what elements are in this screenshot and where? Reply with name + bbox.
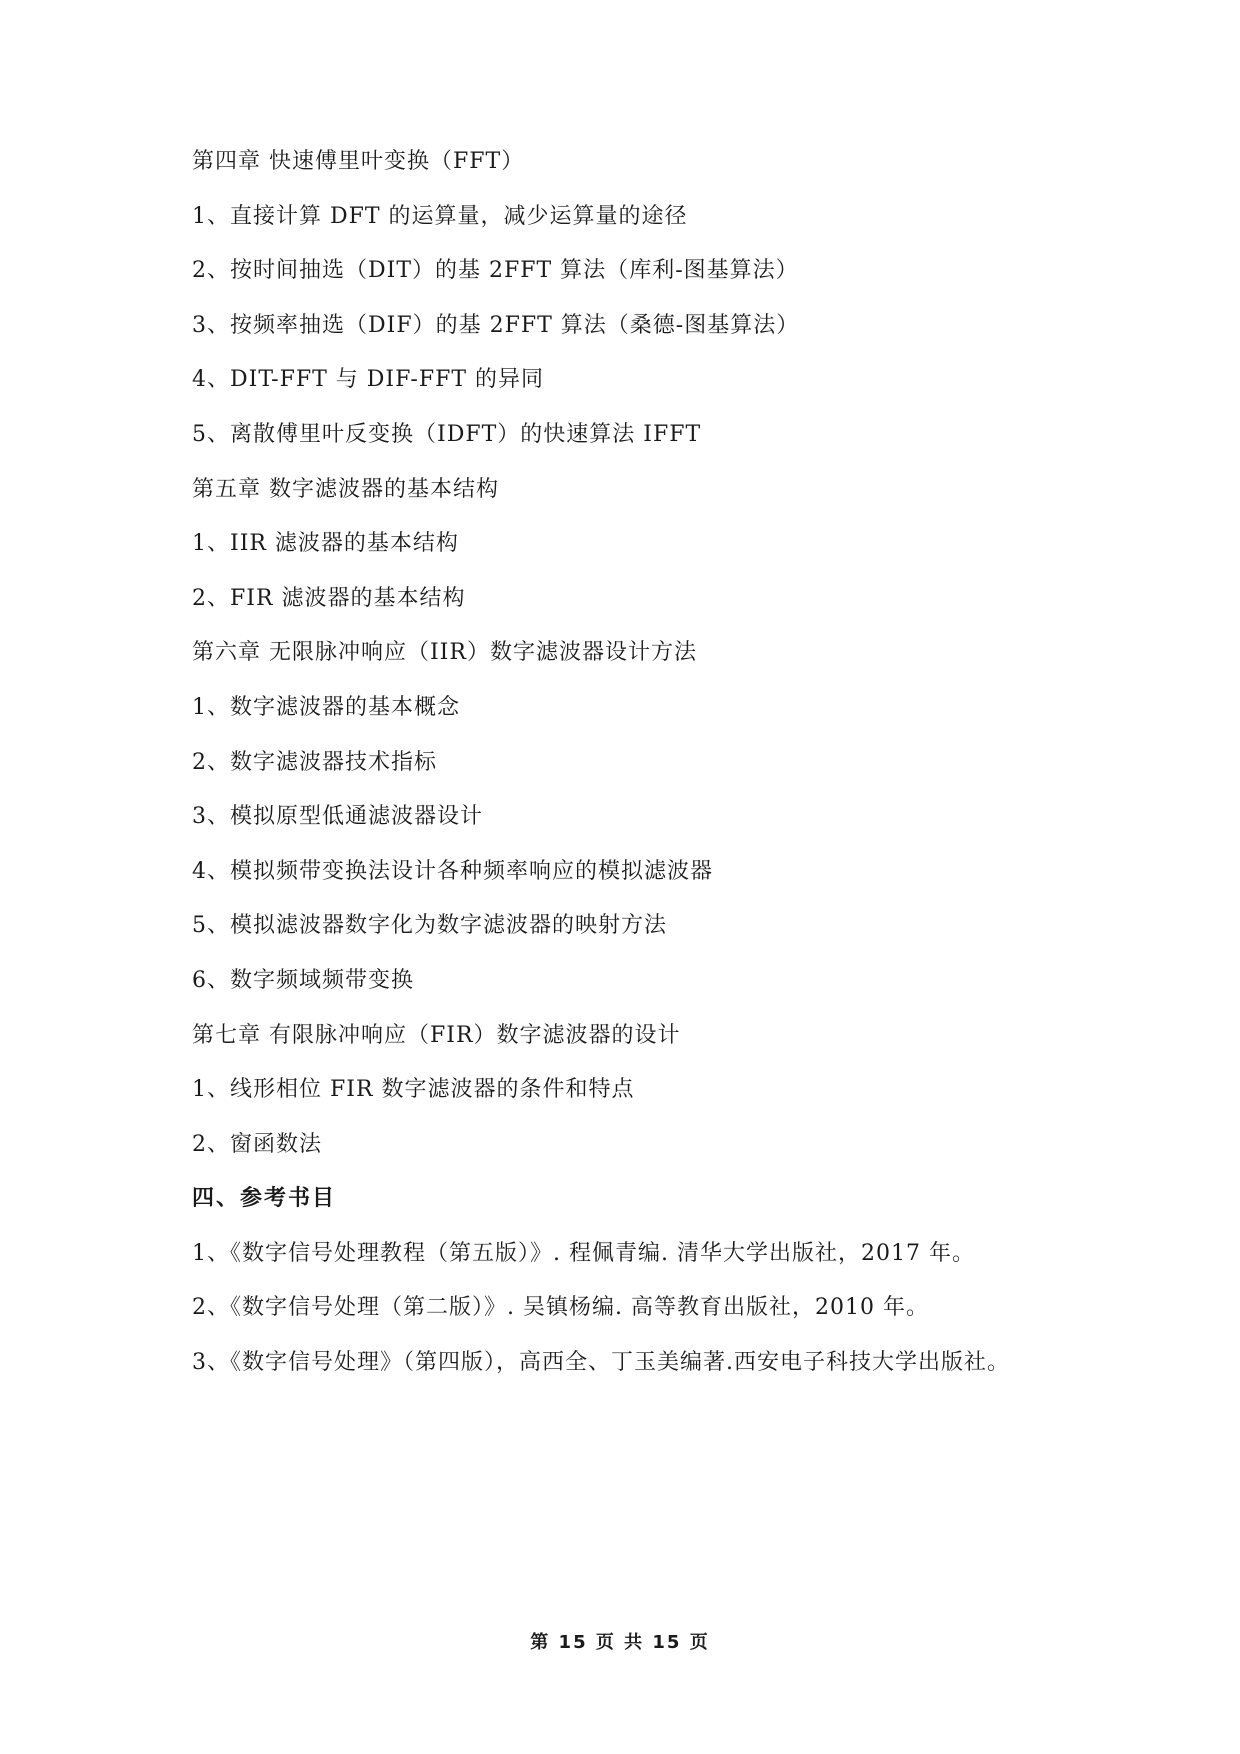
chapter-6-item-5: 5、模拟滤波器数字化为数字滤波器的映射方法: [192, 913, 667, 939]
document-body: [192, 142, 1092, 1398]
chapter-4-item-3: 3、按频率抽选（DIF）的基 2FFT 算法（桑德-图基算法）: [192, 312, 800, 338]
chapter-6-item-1: 1、数字滤波器的基本概念: [192, 694, 460, 720]
chapter-6-item-4: 4、模拟频带变换法设计各种频率响应的模拟滤波器: [192, 858, 713, 884]
reference-item-1: 1、《数字信号处理教程（第五版）》. 程佩青编. 清华大学出版社，2017 年。: [192, 1240, 975, 1266]
chapter-5-item-2: 2、FIR 滤波器的基本结构: [192, 585, 466, 611]
chapter-7-heading: 第七章 有限脉冲响应（FIR）数字滤波器的设计: [192, 1022, 681, 1048]
chapter-5-item-1: 1、IIR 滤波器的基本结构: [192, 531, 459, 557]
chapter-5-heading: 第五章 数字滤波器的基本结构: [192, 476, 499, 502]
references-heading: 四、参考书目: [192, 1186, 337, 1212]
chapter-7-item-2: 2、窗函数法: [192, 1131, 322, 1157]
chapter-4-item-2: 2、按时间抽选（DIT）的基 2FFT 算法（库利-图基算法）: [192, 258, 799, 284]
chapter-6-item-6: 6、数字频域频带变换: [192, 967, 414, 993]
chapter-4-heading: 第四章 快速傅里叶变换（FFT）: [192, 149, 525, 174]
chapter-6-item-3: 3、模拟原型低通滤波器设计: [192, 804, 483, 830]
chapter-4-item-5: 5、离散傅里叶反变换（IDFT）的快速算法 IFFT: [192, 421, 702, 447]
chapter-6-item-2: 2、数字滤波器技术指标: [192, 749, 437, 775]
chapter-4-item-1: 1、直接计算 DFT 的运算量，减少运算量的途径: [192, 203, 688, 229]
reference-item-2: 2、《数字信号处理（第二版）》. 吴镇杨编. 高等教育出版社，2010 年。: [192, 1295, 929, 1321]
page-number-footer: 第 15 页 共 15 页: [530, 1632, 710, 1653]
chapter-6-heading: 第六章 无限脉冲响应（IIR）数字滤波器设计方法: [192, 640, 697, 666]
chapter-7-item-1: 1、线形相位 FIR 数字滤波器的条件和特点: [192, 1077, 635, 1103]
reference-item-3: 3、《数字信号处理》（第四版），高西全、丁玉美编著.西安电子科技大学出版社。: [192, 1350, 1010, 1376]
chapter-4-item-4: 4、DIT-FFT 与 DIF-FFT 的异同: [192, 367, 545, 393]
